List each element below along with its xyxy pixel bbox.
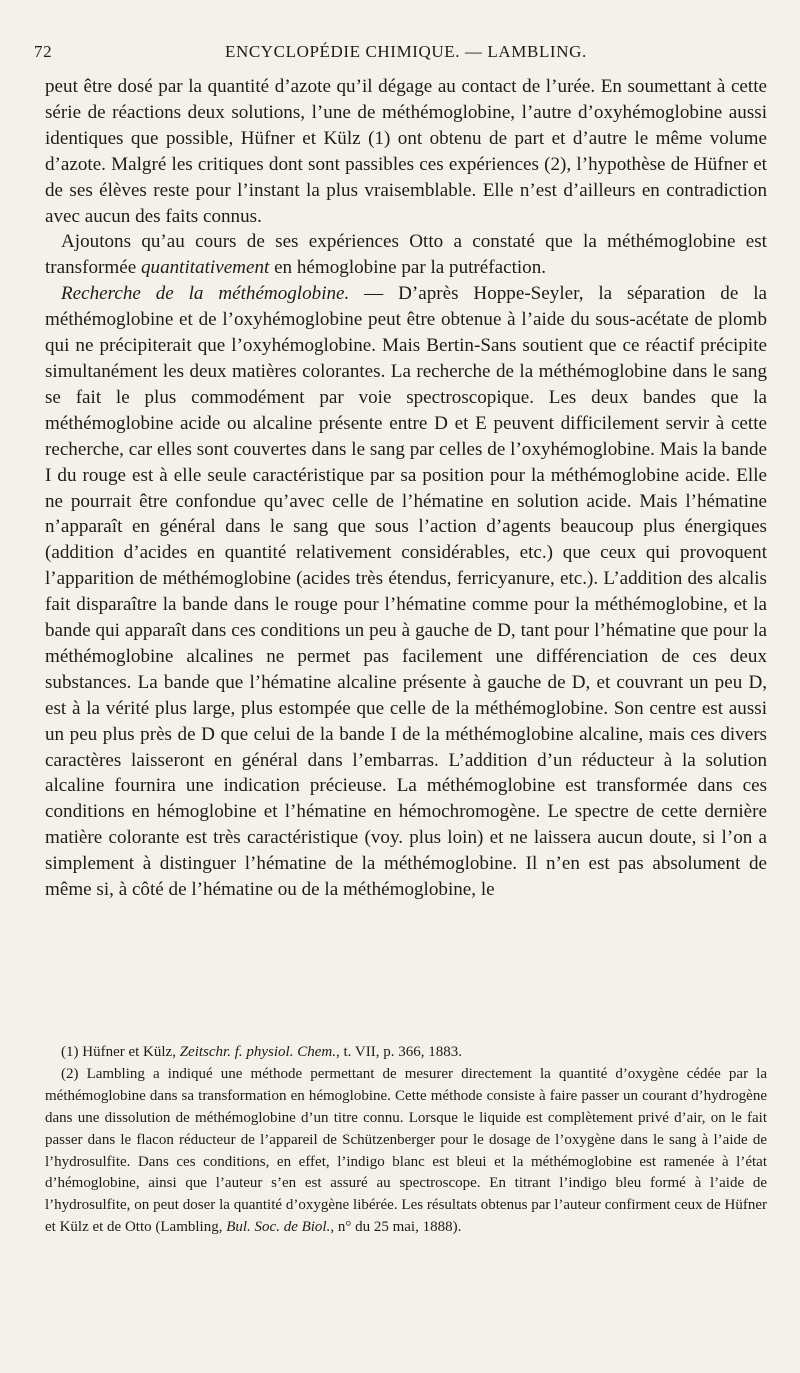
paragraph-text: Ajoutons qu’au cours de ses expériences Otto a constaté que la méthémoglobine est transformée <box>45 231 767 279</box>
paragraph-text: peut être dosé par la quantité d’azote qu’il dégage au contact de l’urée. En soumettant à cette série de réactions deux solutions, l’une de méthémoglobine, l’autre d’oxyhémoglobine aussi identiques que possible, Hüfner et Külz (1) ont obtenu de part et d’autre le même volume d’azote. Malgré les critiques dont sont passibles ces expériences (2), l’hypothèse de Hüfner et de ses élèves reste pour l’instant la plus vraisemblable. Elle n’est d’ailleurs en contradiction avec aucun des faits connus. <box>45 76 767 227</box>
paragraph-recherche <box>45 281 767 903</box>
footnote-text: , t. VII, p. 366, 1883. <box>335 1044 462 1060</box>
footnote-2 <box>45 1064 767 1239</box>
emphasis-text: quantitativement <box>140 257 270 279</box>
paragraph-otto <box>45 229 767 281</box>
paragraph-text: en hémoglobine par la putréfaction. <box>269 257 547 279</box>
paragraph-continuation <box>45 74 767 229</box>
page-header <box>0 42 800 70</box>
footnote-text: (2) Lambling a indiqué une méthode permettant de mesurer directement la quantité d’oxygène cédée par la méthémoglobine dans sa transformation en hémoglobine. Cette méthode consiste à faire passer un courant d’hydrogène dans une dissolution de méthémoglobine d’un titre connu. Lorsque le liquide est complètement privé d’air, on le fait passer dans le flacon réducteur de l’appareil de Schützenberger pour le dosage de l’oxygène dans le sang à l’aide de l’hydrosulfite. Dans ces conditions, en effet, l’indigo blanc est bleui et la méthémoglobine est ramenée à l’état d’hémoglobine, ainsi que l’auteur s’en est assuré au spectroscope. En titrant l’indigo bleu formé à l’aide de l’hydrosulfite, on peut doser la quantité d’oxygène libérée. Les résultats obtenus par l’auteur confirment ceux de Hüfner et Külz et de Otto (Lambling, <box>45 1065 767 1236</box>
paragraph-text: — D’après Hoppe-Seyler, la séparation de la méthémoglobine et de l’oxyhémoglobine peut être obtenue à l’aide du sous-acétate de plomb qui ne précipiterait que l’oxyhémoglobine. Mais Bertin-Sans soutient que ce réactif précipite simultanément les deux matières colorantes. La recherche de la méthémoglobine dans le sang se fait le plus commodément par voie spectroscopique. Les deux bandes que la méthémoglobine acide ou alcaline présente entre D et E peuvent difficilement servir à cette recherche, car elles sont couvertes dans le sang par celles de l’oxyhémoglobine. Mais la bande I du rouge est à elle seule caractéristique par sa position pour la méthémoglobine acide. Elle ne pourrait être confondue qu’avec celle de l’hématine en solution acide. Mais l’hématine n’apparaît en général dans le sang que sous l’action d’agents beaucoup plus énergiques (addition d’acides en quantité relativement considérables, etc.) que ceux qui provoquent l’apparition de méthémoglobine (acides très étendus, ferricyanure, etc.). L’addition des alcalis fait disparaître la bande dans le rouge pour l’hématine comme pour la méthémoglobine, et la bande qui apparaît dans ces conditions un peu à gauche de D, tant pour l’hématine que pour la méthémoglobine alcalines ne permet pas facilement une différenciation de ces deux substances. La bande que l’hématine alcaline présente à gauche de D, et couvrant un peu D, est à la vérité plus large, plus estompée que celle de la méthémoglobine. Son centre est aussi un peu plus près de D que celui de la bande I de la méthémoglobine alcaline, mais ces divers caractères laisseront en général dans l’embarras. L’addition d’un réducteur à la solution alcaline fournira une indication précieuse. La méthémoglobine est transformée dans ces conditions en hémoglobine et l’hématine en hémochromogène. Le spectre de cette dernière matière colorante est très caractéristique (voy. plus loin) et ne laissera aucun doute, si l’on a simplement à distinguer l’hématine de la méthémoglobine. Il n’en est pas absolument de même si, à côté de l’hématine ou de la méthémoglobine, le <box>45 283 767 901</box>
footnotes <box>45 1042 767 1239</box>
footnote-text: , n° du 25 mai, 1888). <box>330 1219 462 1236</box>
running-head: ENCYCLOPÉDIE CHIMIQUE. — LAMBLING. <box>225 42 587 61</box>
footnote-1 <box>45 1042 767 1064</box>
footnote-text: (1) Hüfner et Külz, <box>61 1044 180 1060</box>
footnote-journal: Bul. Soc. de Biol. <box>226 1219 331 1236</box>
main-text <box>45 74 767 903</box>
page-number: 72 <box>34 42 53 61</box>
footnote-journal: Zeitschr. f. physiol. Chem. <box>179 1044 336 1060</box>
section-heading: Recherche de la méthémoglobine. <box>61 283 350 305</box>
